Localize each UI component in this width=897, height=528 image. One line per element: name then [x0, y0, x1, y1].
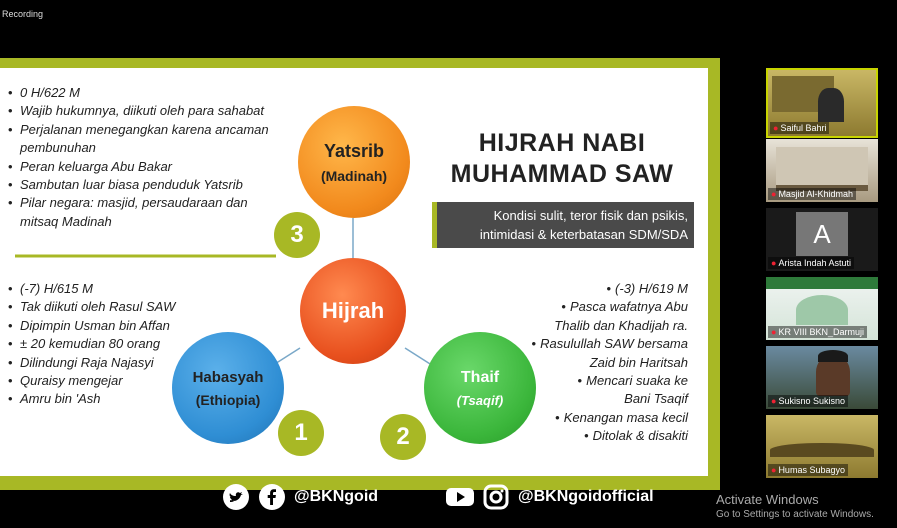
participant-name: Saiful Bahri: [780, 123, 827, 133]
list-item: Zaid bin Haritsah: [589, 354, 688, 370]
yatsrib-sub: (Madinah): [320, 167, 388, 184]
list-item: Thalib dan Khadijah ra.: [554, 317, 688, 333]
list-item: mitsaq Madinah: [20, 213, 112, 229]
instagram-icon: [482, 483, 510, 511]
participant-name-tag: [768, 326, 867, 338]
list-item: • Quraisy mengejar: [8, 372, 175, 390]
avatar: [796, 212, 848, 256]
handle-bkngoid: @BKNgoid: [294, 488, 379, 505]
subtitle-line-2: intimidasi & keterbatasan SDM/SDA: [479, 227, 688, 242]
list-item: Bani Tsaqif: [624, 391, 688, 407]
list-item: • Wajib hukumnya, diikuti oleh para sahabat: [8, 102, 269, 120]
mic-muted-icon: ●: [771, 396, 777, 406]
list-item: • Amru bin 'Ash: [8, 390, 175, 408]
video-thumbnail: [818, 350, 848, 362]
title-line-2: MUHAMMAD SAW: [450, 160, 674, 188]
list-item: pembunuhan: [20, 140, 96, 156]
participant-name: Arista Indah Astuti: [778, 258, 851, 268]
video-thumbnail: [770, 443, 874, 457]
subtitle-box: [432, 202, 694, 248]
yatsrib-points: [8, 84, 269, 231]
recording-label: Recording: [2, 9, 44, 19]
video-thumbnail: [816, 356, 850, 396]
participant-tile[interactable]: [766, 68, 878, 138]
shared-slide: [0, 58, 720, 490]
habasyah-points: [8, 280, 175, 409]
activate-line-2: Go to Settings to activate Windows.: [716, 509, 874, 520]
participant-name-tag: [768, 464, 848, 476]
avatar-initial: A: [813, 218, 831, 249]
subtitle-line-1: Kondisi sulit, teror fisik dan psikis,: [493, 208, 688, 223]
thaif-sub: (Tsaqif): [456, 392, 504, 408]
list-item: • Rasulullah SAW bersama: [532, 335, 688, 353]
hijrah-label: Hijrah: [321, 298, 385, 323]
list-item: • (-7) H/615 M: [8, 280, 175, 298]
slide-title: [432, 128, 692, 190]
mic-muted-icon: ●: [771, 465, 777, 475]
yatsrib-circle: [298, 106, 410, 218]
list-item: • Dipimpin Usman bin Affan: [8, 317, 175, 335]
mic-muted-icon: ●: [771, 258, 777, 268]
video-thumbnail: [776, 147, 868, 191]
facebook-icon: [258, 483, 286, 511]
participant-tile[interactable]: [766, 139, 878, 202]
participant-name: Humas Subagyo: [778, 465, 845, 475]
participant-tile[interactable]: [766, 415, 878, 478]
thaif-circle: [424, 332, 536, 444]
list-item: • Sambutan luar biasa penduduk Yatsrib: [8, 176, 269, 194]
participant-name-tag: [768, 257, 854, 269]
video-thumbnail: [796, 295, 848, 325]
slide-content: [0, 68, 708, 476]
hijrah-center-circle: [300, 258, 406, 364]
list-item: • ± 20 kemudian 80 orang: [8, 335, 175, 353]
number-badge-3: 3: [274, 212, 320, 258]
number-badge-1: 1: [278, 410, 324, 456]
list-item: • 0 H/622 M: [8, 84, 269, 102]
mic-muted-icon: ●: [771, 189, 777, 199]
yatsrib-name: Yatsrib: [323, 140, 385, 161]
thaif-name: Thaif: [460, 368, 500, 386]
social-bar-left: [222, 482, 378, 512]
list-item: • Ditolak & disakiti: [532, 427, 688, 445]
handle-bkngoidofficial: @BKNgoidofficial: [518, 488, 654, 505]
participant-name: Sukisno Sukisno: [778, 396, 845, 406]
participant-name-tag: [770, 122, 829, 134]
mic-muted-icon: ●: [771, 327, 777, 337]
list-item: • Pilar negara: masjid, persaudaraan dan: [8, 194, 269, 212]
title-line-1: HIJRAH NABI: [478, 129, 646, 157]
list-item: • Tak diikuti oleh Rasul SAW: [8, 298, 175, 316]
twitter-icon: [222, 483, 250, 511]
list-item: • Peran keluarga Abu Bakar: [8, 158, 269, 176]
habasyah-circle: [172, 332, 284, 444]
video-thumbnail: [766, 277, 878, 289]
participant-tile[interactable]: [766, 346, 878, 409]
participant-name-tag: [768, 395, 848, 407]
list-item: • Dilindungi Raja Najasyi: [8, 354, 175, 372]
participant-tile[interactable]: [766, 208, 878, 271]
list-item: • Pasca wafatnya Abu: [532, 298, 688, 316]
activate-line-1: Activate Windows: [716, 492, 819, 507]
mic-muted-icon: ●: [773, 123, 779, 133]
social-bar-right: [446, 482, 654, 512]
participant-tile[interactable]: [766, 277, 878, 340]
list-item: • Mencari suaka ke: [532, 372, 688, 390]
thaif-points: [532, 280, 688, 446]
participant-name: Masjid Al-Khidmah: [778, 189, 853, 199]
youtube-icon: [446, 483, 474, 511]
list-item: • (-3) H/619 M: [532, 280, 688, 298]
activate-windows-watermark: [716, 492, 874, 520]
participant-name-tag: [768, 188, 856, 200]
list-item: • Kenangan masa kecil: [532, 409, 688, 427]
number-badge-2: 2: [380, 414, 426, 460]
participant-name: KR VIII BKN_Darmuji: [778, 327, 864, 337]
habasyah-sub: (Ethiopia): [195, 391, 261, 408]
list-item: • Perjalanan menegangkan karena ancaman: [8, 121, 269, 139]
video-thumbnail: [818, 88, 844, 122]
habasyah-name: Habasyah: [192, 368, 264, 386]
